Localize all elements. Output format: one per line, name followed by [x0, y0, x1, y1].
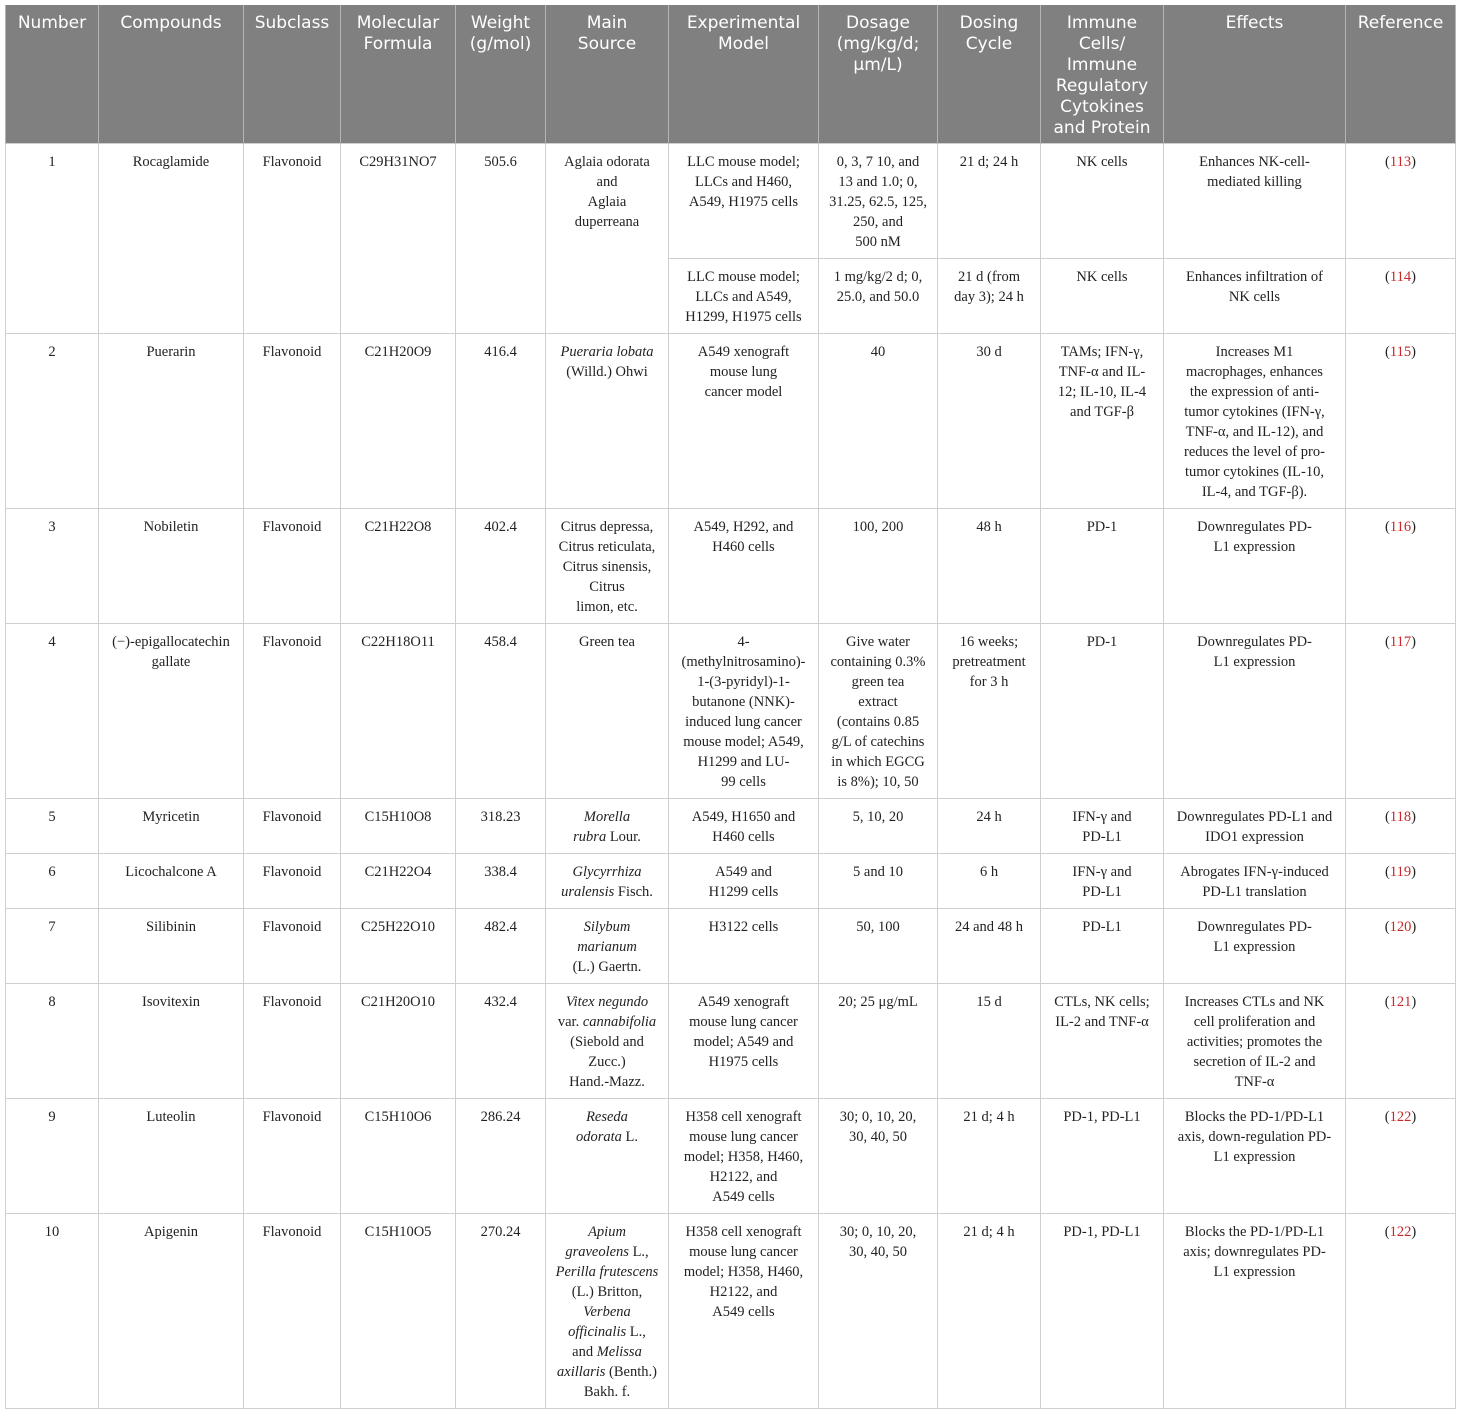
reference-paren: ( [1384, 1109, 1390, 1125]
col-header-formula[interactable]: Molecular Formula [341, 5, 456, 144]
reference-paren: ) [1411, 1109, 1417, 1125]
col-header-weight[interactable]: Weight (g/mol) [456, 5, 546, 144]
cell-subclass: Flavonoid [244, 909, 341, 984]
cell-reference [1346, 259, 1456, 334]
source-authority: (Siebold and Zucc.) Hand.-Mazz. [569, 1034, 645, 1090]
cell-weight: 432.4 [456, 984, 546, 1099]
reference-link[interactable]: 119 [1389, 864, 1412, 880]
cell-source [546, 854, 669, 909]
compounds-table [5, 5, 1456, 1409]
cell-model: A549, H1650 and H460 cells [669, 799, 819, 854]
cell-weight: 338.4 [456, 854, 546, 909]
cell-cycle: 21 d (from day 3); 24 h [938, 259, 1041, 334]
source-authority: Lour. [606, 829, 641, 845]
table-row [6, 624, 1456, 799]
cell-compound: Rocaglamide [99, 144, 244, 334]
cell-immune: NK cells [1041, 144, 1164, 259]
source-species: Glycyrrhiza uralensis [561, 864, 642, 900]
cell-model: A549 xenograft mouse lung cancer model; A549 and H1975 cells [669, 984, 819, 1099]
reference-paren: ) [1411, 1224, 1417, 1240]
cell-dosage: 50, 100 [819, 909, 938, 984]
reference-link[interactable]: 122 [1389, 1109, 1412, 1125]
table-row [6, 1214, 1456, 1409]
cell-dosage: 0, 3, 7 10, and 13 and 1.0; 0, 31.25, 62.5, 125, 250, and 500 nM [819, 144, 938, 259]
cell-weight: 286.24 [456, 1099, 546, 1214]
cell-effects: Blocks the PD-1/PD-L1 axis, down-regulation PD- L1 expression [1164, 1099, 1346, 1214]
cell-source [546, 984, 669, 1099]
reference-paren: ) [1411, 269, 1416, 285]
cell-compound: Licochalcone A [99, 854, 244, 909]
cell-compound: Nobiletin [99, 509, 244, 624]
col-header-number[interactable]: Number [6, 5, 99, 144]
cell-model: H358 cell xenograft mouse lung cancer model; H358, H460, H2122, and A549 cells [669, 1214, 819, 1409]
cell-immune: PD-1, PD-L1 [1041, 1099, 1164, 1214]
source-variety: cannabifolia [582, 1014, 657, 1030]
cell-weight: 482.4 [456, 909, 546, 984]
table-container [5, 5, 1456, 1409]
reference-link[interactable]: 121 [1389, 994, 1412, 1010]
cell-compound: Silibinin [99, 909, 244, 984]
cell-number: 4 [6, 624, 99, 799]
cell-formula: C15H10O5 [341, 1214, 456, 1409]
cell-subclass: Flavonoid [244, 509, 341, 624]
cell-model: H3122 cells [669, 909, 819, 984]
cell-compound: Myricetin [99, 799, 244, 854]
cell-compound: Puerarin [99, 334, 244, 509]
col-header-dosage[interactable]: Dosage (mg/kg/d; μm/L) [819, 5, 938, 144]
cell-formula: C15H10O6 [341, 1099, 456, 1214]
cell-source [546, 1099, 669, 1214]
header-row [6, 5, 1456, 144]
cell-immune: CTLs, NK cells; IL-2 and TNF-α [1041, 984, 1164, 1099]
col-header-compounds[interactable]: Compounds [99, 5, 244, 144]
cell-weight: 402.4 [456, 509, 546, 624]
cell-number: 1 [6, 144, 99, 334]
source-species: Melissa axillaris [557, 1344, 642, 1380]
cell-dosage: Give water containing 0.3% green tea extract (contains 0.85 g/L of catechins in which EGCG is 8%); 10, 50 [819, 624, 938, 799]
cell-subclass: Flavonoid [244, 334, 341, 509]
cell-effects: Increases M1 macrophages, enhances the expression of anti- tumor cytokines (IFN-γ, TNF-α, and IL-12), and reduces the level of pro- tumor cytokines (IL-10, IL-4, and TGF-β). [1164, 334, 1346, 509]
col-header-effects[interactable]: Effects [1164, 5, 1346, 144]
cell-subclass: Flavonoid [244, 1214, 341, 1409]
reference-paren: ) [1411, 344, 1416, 360]
cell-effects: Blocks the PD-1/PD-L1 axis; downregulates PD- L1 expression [1164, 1214, 1346, 1409]
cell-model: A549 and H1299 cells [669, 854, 819, 909]
cell-model: 4- (methylnitrosamino)- 1-(3-pyridyl)-1- butanone (NNK)- induced lung cancer mouse model; A549, H1299 and LU- 99 cells [669, 624, 819, 799]
table-row [6, 909, 1456, 984]
cell-model: H358 cell xenograft mouse lung cancer model; H358, H460, H2122, and A549 cells [669, 1099, 819, 1214]
cell-cycle: 6 h [938, 854, 1041, 909]
cell-reference [1346, 854, 1456, 909]
source-species: Perilla frutescens [555, 1264, 659, 1280]
reference-link[interactable]: 120 [1389, 919, 1412, 935]
cell-cycle: 24 and 48 h [938, 909, 1041, 984]
cell-reference [1346, 144, 1456, 259]
reference-paren: ( [1385, 344, 1390, 360]
cell-immune: PD-1, PD-L1 [1041, 1214, 1164, 1409]
cell-compound: Isovitexin [99, 984, 244, 1099]
cell-number: 10 [6, 1214, 99, 1409]
cell-compound: Luteolin [99, 1099, 244, 1214]
cell-weight: 318.23 [456, 799, 546, 854]
reference-paren: ( [1385, 269, 1390, 285]
cell-subclass: Flavonoid [244, 624, 341, 799]
cell-source [546, 1214, 669, 1409]
table-row [6, 334, 1456, 509]
cell-source [546, 334, 669, 509]
reference-paren: ( [1385, 864, 1390, 880]
source-species: Morella rubra [573, 809, 631, 845]
reference-link[interactable]: 115 [1389, 344, 1412, 360]
source-authority: (Benth.) Bakh. f. [583, 1364, 657, 1400]
cell-formula: C15H10O8 [341, 799, 456, 854]
cell-dosage: 5 and 10 [819, 854, 938, 909]
cell-cycle: 30 d [938, 334, 1041, 509]
cell-cycle: 21 d; 24 h [938, 144, 1041, 259]
source-variety-label: var. [557, 1014, 580, 1030]
cell-model: LLC mouse model; LLCs and A549, H1299, H1975 cells [669, 259, 819, 334]
cell-cycle: 21 d; 4 h [938, 1099, 1041, 1214]
reference-paren: ) [1411, 809, 1416, 825]
cell-effects: Downregulates PD-L1 and IDO1 expression [1164, 799, 1346, 854]
cell-cycle: 16 weeks; pretreatment for 3 h [938, 624, 1041, 799]
cell-model: A549, H292, and H460 cells [669, 509, 819, 624]
cell-reference [1346, 334, 1456, 509]
reference-link[interactable]: 116 [1389, 519, 1412, 535]
cell-formula: C22H18O11 [341, 624, 456, 799]
cell-number: 8 [6, 984, 99, 1099]
cell-subclass: Flavonoid [244, 799, 341, 854]
reference-link[interactable]: 122 [1389, 1224, 1412, 1240]
cell-reference [1346, 799, 1456, 854]
cell-subclass: Flavonoid [244, 854, 341, 909]
source-species: Pueraria lobata [560, 344, 654, 360]
cell-subclass: Flavonoid [244, 144, 341, 334]
source-species: Silybum marianum [577, 919, 637, 955]
cell-reference [1346, 1214, 1456, 1409]
cell-reference [1346, 909, 1456, 984]
cell-effects: Abrogates IFN-γ-induced PD-L1 translation [1164, 854, 1346, 909]
cell-cycle: 24 h [938, 799, 1041, 854]
cell-subclass: Flavonoid [244, 984, 341, 1099]
reference-paren: ) [1411, 864, 1416, 880]
source-authority: (L.) Britton, [571, 1284, 643, 1300]
table-row [6, 799, 1456, 854]
cell-effects: Downregulates PD- L1 expression [1164, 909, 1346, 984]
col-header-subclass[interactable]: Subclass [244, 5, 341, 144]
cell-subclass: Flavonoid [244, 1099, 341, 1214]
cell-source: Citrus depressa, Citrus reticulata, Citrus sinensis, Citrus limon, etc. [546, 509, 669, 624]
source-authority: (Willd.) Ohwi [566, 364, 648, 380]
cell-dosage: 100, 200 [819, 509, 938, 624]
cell-dosage: 20; 25 μg/mL [819, 984, 938, 1099]
source-species: Apium graveolens [565, 1224, 629, 1260]
reference-paren: ( [1385, 634, 1390, 650]
source-species: Verbena officinalis [568, 1304, 631, 1340]
cell-effects: Enhances NK-cell- mediated killing [1164, 144, 1346, 259]
cell-source [546, 799, 669, 854]
cell-model: LLC mouse model; LLCs and H460, A549, H1975 cells [669, 144, 819, 259]
cell-immune: PD-1 [1041, 509, 1164, 624]
cell-formula: C21H22O8 [341, 509, 456, 624]
cell-number: 3 [6, 509, 99, 624]
reference-paren: ) [1411, 919, 1417, 935]
reference-paren: ) [1411, 634, 1416, 650]
source-species: Reseda odorata [575, 1109, 628, 1145]
cell-dosage: 1 mg/kg/2 d; 0, 25.0, and 50.0 [819, 259, 938, 334]
cell-cycle: 48 h [938, 509, 1041, 624]
cell-reference [1346, 509, 1456, 624]
cell-formula: C21H22O4 [341, 854, 456, 909]
col-header-cycle[interactable]: Dosing Cycle [938, 5, 1041, 144]
cell-weight: 270.24 [456, 1214, 546, 1409]
cell-weight: 505.6 [456, 144, 546, 334]
table-row [6, 984, 1456, 1099]
cell-cycle: 21 d; 4 h [938, 1214, 1041, 1409]
cell-dosage: 40 [819, 334, 938, 509]
cell-effects: Enhances infiltration of NK cells [1164, 259, 1346, 334]
col-header-reference[interactable]: Reference [1346, 5, 1456, 144]
source-authority: L., [632, 1244, 649, 1260]
cell-reference [1346, 1099, 1456, 1214]
col-header-immune[interactable]: Immune Cells/ Immune Regulatory Cytokines and Protein [1041, 5, 1164, 144]
reference-paren: ( [1385, 154, 1390, 170]
col-header-source[interactable]: Main Source [546, 5, 669, 144]
cell-dosage: 5, 10, 20 [819, 799, 938, 854]
cell-immune: PD-L1 [1041, 909, 1164, 984]
cell-number: 7 [6, 909, 99, 984]
cell-cycle: 15 d [938, 984, 1041, 1099]
cell-number: 6 [6, 854, 99, 909]
table-row [6, 144, 1456, 259]
cell-immune: TAMs; IFN-γ, TNF-α and IL- 12; IL-10, IL-4 and TGF-β [1041, 334, 1164, 509]
cell-source [546, 909, 669, 984]
source-authority: L. [621, 1129, 639, 1145]
reference-link[interactable]: 113 [1389, 154, 1412, 170]
table-row [6, 1099, 1456, 1214]
source-species: Vitex negundo [565, 994, 649, 1010]
cell-source: Aglaia odorata and Aglaia duperreana [546, 144, 669, 334]
reference-paren: ) [1411, 994, 1417, 1010]
reference-paren: ) [1411, 519, 1416, 535]
cell-formula: C25H22O10 [341, 909, 456, 984]
cell-formula: C29H31NO7 [341, 144, 456, 334]
source-authority: L., and [572, 1324, 646, 1360]
cell-effects: Downregulates PD- L1 expression [1164, 624, 1346, 799]
cell-number: 5 [6, 799, 99, 854]
cell-compound: Apigenin [99, 1214, 244, 1409]
table-row [6, 509, 1456, 624]
reference-paren: ( [1384, 1224, 1390, 1240]
reference-paren: ( [1385, 809, 1390, 825]
cell-source: Green tea [546, 624, 669, 799]
cell-number: 2 [6, 334, 99, 509]
cell-immune: PD-1 [1041, 624, 1164, 799]
cell-immune: IFN-γ and PD-L1 [1041, 854, 1164, 909]
reference-paren: ( [1385, 519, 1390, 535]
reference-paren: ( [1384, 994, 1390, 1010]
cell-immune: NK cells [1041, 259, 1164, 334]
source-authority: (L.) Gaertn. [572, 959, 642, 975]
cell-reference [1346, 624, 1456, 799]
cell-compound: (−)-epigallocatechin gallate [99, 624, 244, 799]
reference-paren: ) [1411, 154, 1416, 170]
source-authority: Fisch. [614, 884, 653, 900]
cell-reference [1346, 984, 1456, 1099]
table-row [6, 854, 1456, 909]
cell-formula: C21H20O10 [341, 984, 456, 1099]
cell-number: 9 [6, 1099, 99, 1214]
cell-dosage: 30; 0, 10, 20, 30, 40, 50 [819, 1214, 938, 1409]
reference-paren: ( [1384, 919, 1390, 935]
cell-effects: Downregulates PD- L1 expression [1164, 509, 1346, 624]
reference-link[interactable]: 118 [1389, 809, 1412, 825]
col-header-model[interactable]: Experimental Model [669, 5, 819, 144]
cell-weight: 416.4 [456, 334, 546, 509]
reference-link[interactable]: 114 [1389, 269, 1412, 285]
cell-model: A549 xenograft mouse lung cancer model [669, 334, 819, 509]
cell-effects: Increases CTLs and NK cell proliferation and activities; promotes the secretion of IL-2 and TNF-α [1164, 984, 1346, 1099]
cell-dosage: 30; 0, 10, 20, 30, 40, 50 [819, 1099, 938, 1214]
cell-formula: C21H20O9 [341, 334, 456, 509]
cell-immune: IFN-γ and PD-L1 [1041, 799, 1164, 854]
reference-link[interactable]: 117 [1389, 634, 1412, 650]
cell-weight: 458.4 [456, 624, 546, 799]
